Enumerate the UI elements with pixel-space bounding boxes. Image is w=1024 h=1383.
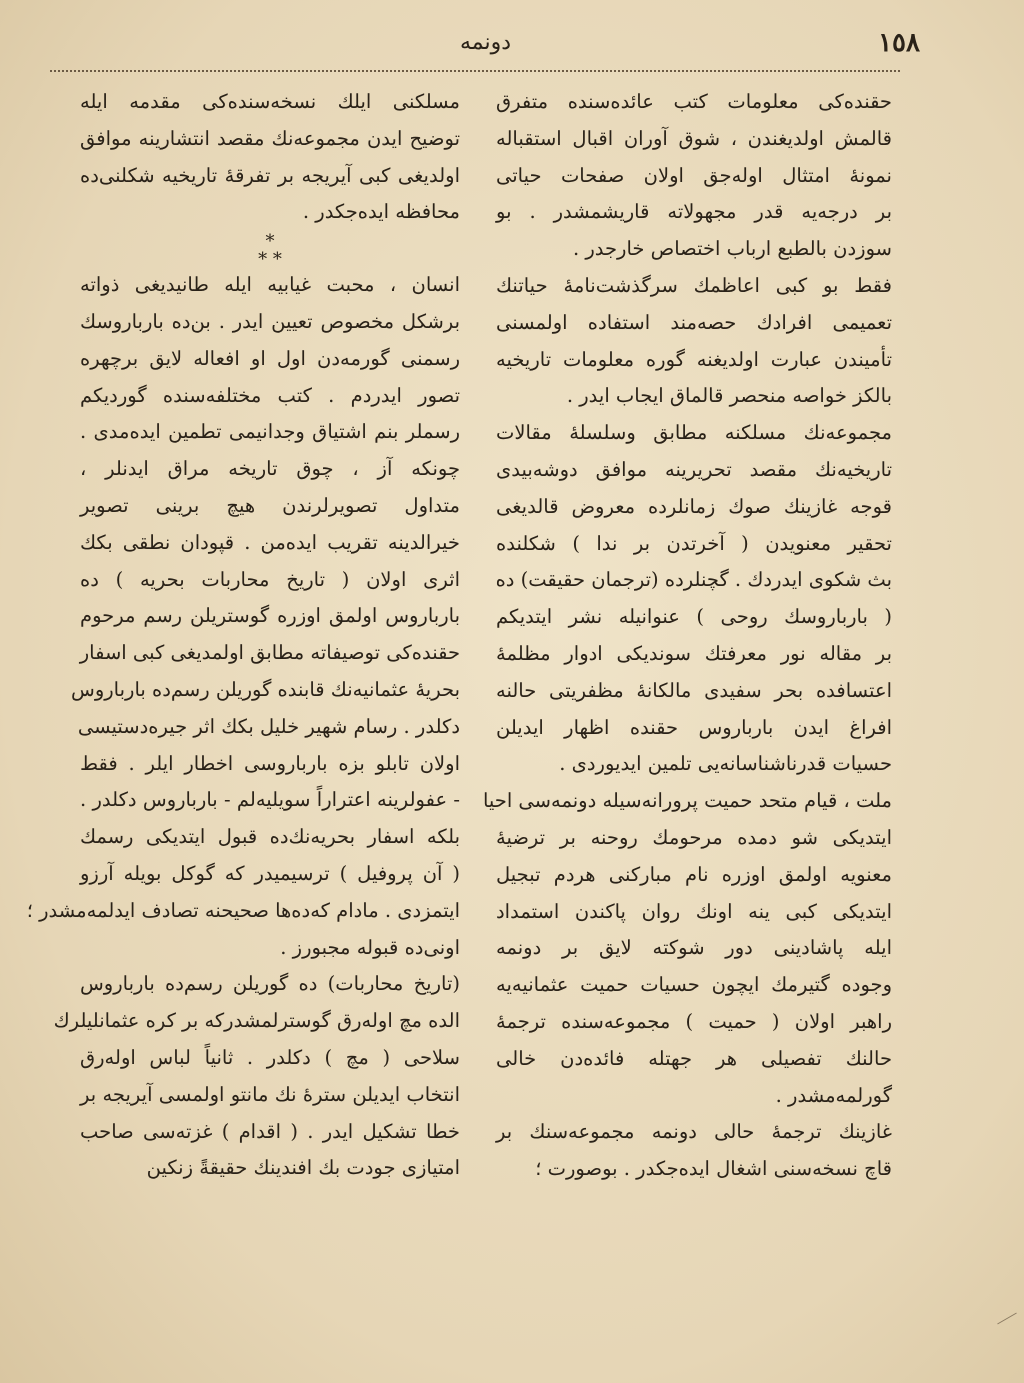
text-line: چونکه آز ، چوق تاریخه مراق ایدنلر ،	[80, 457, 460, 481]
text-line: مسلکنی ایلك نسخه‌سنده‌کی مقدمه ایله	[80, 90, 460, 113]
text-line: قالمش اولدیغندن ، شوق آوران اقبال استقباله	[496, 126, 892, 150]
text-line: تحقیر معنویدن ( آخرتدن بر ندا ) شکلنده	[496, 531, 892, 555]
text-line: اعتسافده بحر سفیدی مالکانهٔ مظفریتی حالنه	[496, 678, 892, 702]
text-line: افراغ ایدن بارباروس حقنده اظهار ایدیلن	[496, 715, 892, 739]
text-line: حقنده‌کی معلومات کتب عائده‌سنده متفرق	[496, 90, 892, 113]
left-paragraph-3	[53, 966, 460, 1187]
text-line: توضیح ایدن مجموعه‌نك مقصد انتشارینه موافق	[80, 126, 460, 150]
text-line: گورلمه‌مشدر .	[775, 1083, 892, 1107]
text-line: سلاحی ( مچ ) دکلدر . ثانیاً لباس اوله‌رق	[80, 1045, 460, 1069]
text-line: محافظه ایده‌جکدر .	[302, 200, 460, 224]
text-line: ایتدیکی شو دمده مرحومك روحنه بر ترضیهٔ	[496, 825, 892, 849]
text-line: (تاریخ محاربات) ده گوریلن رسم‌ده بارباروس	[80, 972, 460, 996]
text-line: بلکه اسفار بحریه‌نك‌ده قبول ایتدیکی رسمك	[80, 825, 460, 849]
text-line: بث شکوی ایدردك . گچنلرده (ترجمان حقیقت) ده	[495, 568, 892, 592]
text-line: خطا تشکیل ایدر . ( اقدام ) غزته‌سی صاحب	[80, 1119, 460, 1143]
text-line: حالنك تفصیلی هر جهتله فائده‌دن خالی	[496, 1046, 892, 1070]
running-title: دونمه	[460, 30, 512, 55]
text-line: تعمیمی افرادك حصه‌مند استفاده اولمسنی	[496, 310, 892, 334]
text-line: برشکل مخصوص تعیین ایدر . بن‌ده بارباروسك	[80, 309, 460, 333]
text-line: معنویه اولمق اوزره نام مبارکنی هردم تبجیل	[496, 862, 892, 886]
text-line: ملت ، قیام متحد حمیت پرورانه‌سیله دونمه‌سی احیا	[482, 789, 892, 813]
page-header	[40, 28, 960, 62]
text-line: خیرالدینه تقریب ایده‌من . قپودان نطقی بکك	[80, 530, 460, 554]
text-line: حسیات قدرناشناسانه‌یی تلمین ایدیوردی .	[559, 752, 892, 776]
text-line: ( آن پروفیل ) ترسیمیدر که گوکل بویله آرزو	[80, 861, 460, 885]
text-line: رسملر بنم اشتیاق وجدانیمی تطمین ایده‌مدی .	[80, 420, 460, 444]
text-line: تأمیندن عبارت اولدیغنه گوره معلومات تاریخیه	[496, 347, 892, 371]
asterism-top: *	[265, 231, 275, 253]
section-asterism	[80, 231, 460, 271]
text-line: بحریهٔ عثمانیه‌نك قابنده گوریلن رسم‌ده بارباروس	[71, 677, 460, 701]
text-line: مجموعه‌نك مسلکنه مطابق وسلسلهٔ مقالات	[496, 421, 892, 445]
text-line: وجوده گتیرمك ایچون حسیات حمیت عثمانیه‌یه	[496, 973, 892, 997]
text-line: قاچ نسخه‌سنی اشغال ایده‌جکدر . بوصورت ؛	[535, 1157, 892, 1181]
text-line: حقنده‌کی توصیفاته مطابق اولمدیغی کبی اسفار	[79, 641, 460, 665]
text-line: امتیازی جودت بك افندینك حقیقةً زنکین	[146, 1156, 460, 1180]
text-line: بر مقاله نور معرفتك سوندیکی ادوار مظلمهٔ	[496, 641, 892, 665]
text-line: دکلدر . رسام شهیر خلیل بکك اثر جیره‌دستیسی	[77, 714, 460, 738]
text-line: تاریخیه‌نك مقصد تحریرینه موافق دوشه‌بیدی	[496, 457, 892, 481]
text-line: انتخاب ایدیلن سترهٔ نك مانتو اولمسی آیریجه بر	[80, 1082, 460, 1106]
text-line: تصور ایدردم . کتب مختلفه‌سنده گوردیکم	[80, 383, 460, 407]
text-line: بر درجه‌یه قدر مجهولاته قاریشمشدر . بو	[496, 200, 892, 224]
text-line: نمونهٔ امتثال اوله‌جق اولان صفحات حیاتی	[496, 163, 892, 187]
left-column	[26, 84, 460, 1187]
text-line: الده مچ اوله‌رق گوسترلمشدرکه بر کره عثمانلیلرك	[53, 1009, 460, 1033]
page-number: ١٥٨	[878, 28, 920, 58]
page-edge-mark	[997, 1313, 1017, 1325]
text-line: اونی‌ده قبوله مجبورز .	[280, 935, 460, 959]
left-paragraph-2	[26, 267, 460, 966]
text-line: راهبر اولان ( حمیت ) مجموعه‌سنده ترجمهٔ	[496, 1009, 892, 1033]
right-column	[482, 84, 892, 1188]
text-line: اثری اولان ( تاریخ محاربات بحریه ) ده	[80, 567, 460, 591]
left-paragraph-1	[80, 84, 460, 231]
text-line: ایله پاشادینی دور شوکته لایق بر دونمه	[496, 936, 892, 960]
text-line: سوزدن بالطبع ارباب اختصاص خارجدر .	[572, 237, 892, 261]
text-line: اولان تابلو بزه بارباروسی اخطار ایلر . فقط	[80, 751, 460, 775]
text-line: انسان ، محبت غیابیه ایله طانیدیغی ذواته	[80, 273, 460, 297]
text-line: رسمنی گورمه‌دن اول او افعاله لایق برچهره	[80, 346, 460, 370]
text-line: ایتمزدی . مادام که‌ده‌ها صحیحنه تصادف ایدلمه‌مشدر ؛	[26, 898, 460, 922]
text-line: ( بارباروسك روحی ) عنوانیله نشر ایتدیکم	[496, 605, 892, 629]
text-line: - عفولرینه اعتراراً سویلیه‌لم - بارباروس دکلدر .	[80, 788, 460, 812]
text-line: متداول تصویرلرندن هیچ برینی تصویر	[80, 493, 460, 517]
text-line: قوجه غازینك صوك زمانلرده معروض قالدیغی	[496, 494, 892, 518]
header-divider	[50, 70, 900, 72]
text-line: ایتدیکی کبی ینه اونك روان پاکندن استمداد	[496, 899, 892, 923]
text-line: بالکز خواصه منحصر قالماق ایجاب ایدر .	[566, 384, 892, 408]
text-line: اولدیغی کبی آیریجه بر تفرقهٔ تاریخیه شکلنی‌ده	[80, 163, 460, 187]
text-line: بارباروس اولمق اوزره گوستریلن رسم مرحوم	[80, 604, 460, 628]
asterism-bottom: * *	[258, 249, 282, 271]
text-line: فقط بو کبی اعاظمك سرگذشت‌نامهٔ حیاتنك	[496, 273, 892, 297]
text-line: غازینك ترجمهٔ حالی دونمه مجموعه‌سنك بر	[496, 1120, 892, 1144]
